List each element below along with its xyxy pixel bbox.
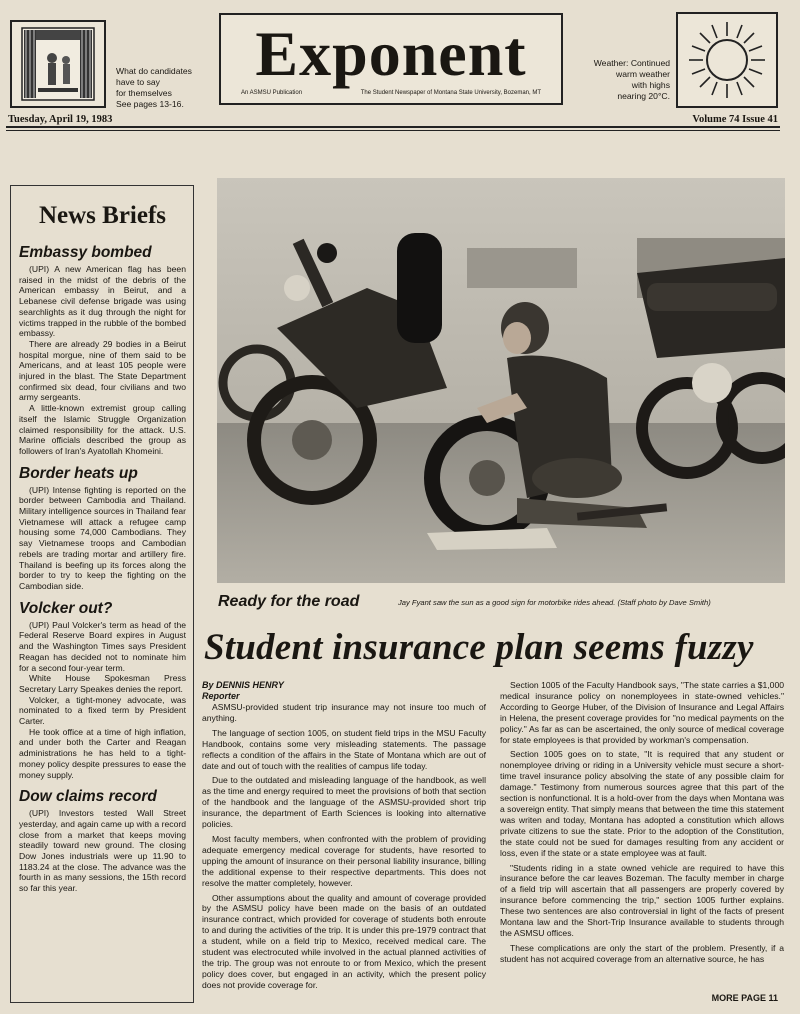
volume-issue: Volume 74 Issue 41 [692,114,778,125]
story-paragraph: "Students riding in a state owned vehicle are required to have this insurance before the car leaves Bozeman. The faculty member in charge of a field trip will ascertain that all passengers are properly covered by insurance before commencing the trip," section 1005 further explains. These two sentences are also controversial in light of the facts of present Montana law and the Short-Trip Insurance available to students through the ASMSU offices. [500,862,784,938]
brief-headline-border: Border heats up [19,464,138,482]
story-column-2 [500,680,784,969]
motorcycle-photo-icon [217,178,785,583]
brief-paragraph: (UPI) Intense fighting is reported on the border between Cambodia and Thailand. Military intelligence sources in Thailand fear Vietnamese will attack a refugee camp housing some 74,000 Cambodians. They say Vietnamese troops and Cambodian rebels are trading mortar and artillery fire. Thailand is beefing up its forces along the border to try to keep the fighting on the Cambodian side. [19,484,186,591]
issue-date: Tuesday, April 19, 1983 [8,114,113,125]
weather-box [676,12,778,108]
story-paragraph: Other assumptions about the quality and amount of coverage provided by the ASMSU policy have been made on the basis of an outdated insurance contract, which provided for coverage of students both enroute to and during the activities of the trip. It is under this pre-1979 contract that a student, while on a field trip to Mexico, received medical care. The student was electrocuted while involved in the actual planned activities of the trip. The group was not enroute to or from Mexico, which the present policy does cover, but engaged in an activity, which the present policy does not provide coverage for. [202,892,486,990]
weather-report: Weather: Continued warm weather with highs nearing 20°C. [593,58,670,101]
story-paragraph: ASMSU-provided student trip insurance may not insure too much of anything. [202,702,486,723]
story-paragraph: The language of section 1005, on student field trips in the MSU Faculty Handbook, contains some very misleading statements. The passage reflects a condition of the affairs in the State of Montana which are out of date and out of touch with the realities of campus life today. [202,727,486,771]
brief-paragraph: (UPI) A new American flag has been raised in the midst of the debris of the American embassy in Beirut, and a Lebanese civil defense brigade was using searchlights as it dug through the night for victims trapped in the rubble of the bombed embassy. [19,264,186,339]
motorcycle-photo [217,178,785,583]
story-column-1 [202,680,486,995]
story-paragraph: Section 1005 of the Faculty Handbook says, "The state carries a $1,000 medical insurance policy on nonemployees in state-owned vehicles." According to George Huber, of the Division of Insurance and Legal Affairs in Helena, the present coverage provides for "no medical payments on the policy." As far as can be ascertained, the only source of medical coverage for state employees is that provided by workman's compensation. [500,680,784,745]
sun-icon [678,14,776,106]
brief-paragraph: (UPI) Investors tested Wall Street yesterday, and again came up with a record close from a market that keeps moving steadily toward new ground. The closing Dow Jones industrials were up 11.90 to 1183.24 at the close. The advance was the fourth in as many sessions, the 15th record so far this year. [19,808,186,894]
byline: By DENNIS HENRY [202,680,284,690]
story-paragraph: These complications are only the start of the problem. Presently, if a student has not acquired coverage from an alternative source, he has [500,942,784,964]
story-headline: Student insurance plan seems fuzzy [204,627,754,668]
theater-illustration-box [10,20,106,108]
story-paragraph: Most faculty members, when confronted with the problem of providing adequate emergency medical coverage for students, have resorted to upping the amount of insurance on their personal liability insurance, billing the additional expense to their respective departments. This does not resolve the matter completely, however. [202,833,486,888]
newspaper-subtitle: The Student Newspaper of Montana State University, Bozeman, MT [360,90,541,96]
story-paragraph: Section 1005 goes on to state, "It is required that any student or nonemployee driving or riding in a University vehicle must secure a short-time travel insurance policy absolving the state of any possible claim for damage." Testimony from numerous sources agree that this part of the section is nonfunctional. It is a hold-over from the days when Montana was a sovereign entity. That simply means that between the time this statement was writen and today, Montana has adopted a constitution which allows private citizens to sue the state. Prior to the adoption of the Constitution, the state could not be sued for damages resulting from any accident or loss, even if the state or a state employee was at fault. [500,749,784,858]
brief-paragraph: He took office at a time of high inflation, and under both the Carter and Reagan administrations he has held to a tight-money policy despite pressures to ease the money supply. [19,726,186,780]
publisher-line: An ASMSU Publication [241,90,303,96]
brief-paragraph: Volcker, a tight-money advocate, was nominated to a fixed term by President Carter. [19,694,186,727]
byline-role: Reporter [202,691,240,701]
news-briefs-title: News Briefs [38,202,167,229]
story-paragraph: Due to the outdated and misleading language of the handbook, as well as the time and energy required to meet the provisions of both that section of the handbook and the language of the ASMSU-provided short trip insurance, the department of Earth Sciences is looking into alternative policies. [202,775,486,830]
newspaper-title: Exponent [255,18,527,89]
brief-headline-volcker: Volcker out? [19,599,113,617]
teaser-text: What do candidates have to say for themselves See pages 13-16. [116,66,192,109]
news-briefs-sidebar [10,185,194,1003]
nameplate [219,13,563,105]
brief-paragraph: A little-known extremist group calling itself the Islamic Struggle Organization claimed responsibility for the attack. U.S. Marine officials described the group as followers of Iran's Ayatollah Khomeini. [19,403,186,456]
brief-headline-embassy: Embassy bombed [19,244,152,261]
brief-paragraph: There are already 29 bodies in a Beirut hospital morgue, nine of them said to be Americans, and at least 105 people were injured in the blast. The State Department confirmed six dead, four civilians and two army sergeants. [19,338,186,403]
masthead-rule-thin [6,130,780,131]
theater-curtain-icon [12,22,104,106]
brief-paragraph: (UPI) Paul Volcker's term as head of the Federal Reserve Board expires in August and the Washington Times says President Reagan has decided not to nominate him for a second four-year term. [19,619,186,673]
photo-caption: Jay Fyant saw the sun as a good sign for motorbike rides ahead. (Staff photo by Dave Smith) [398,598,711,607]
masthead-rule [6,126,780,128]
brief-paragraph: White House Spokesman Press Secretary Larry Speakes denies the report. [19,673,186,694]
brief-headline-dow: Dow claims record [19,788,157,806]
photo-caption-title: Ready for the road [218,593,360,610]
jump-line: MORE PAGE 11 [711,993,778,1003]
